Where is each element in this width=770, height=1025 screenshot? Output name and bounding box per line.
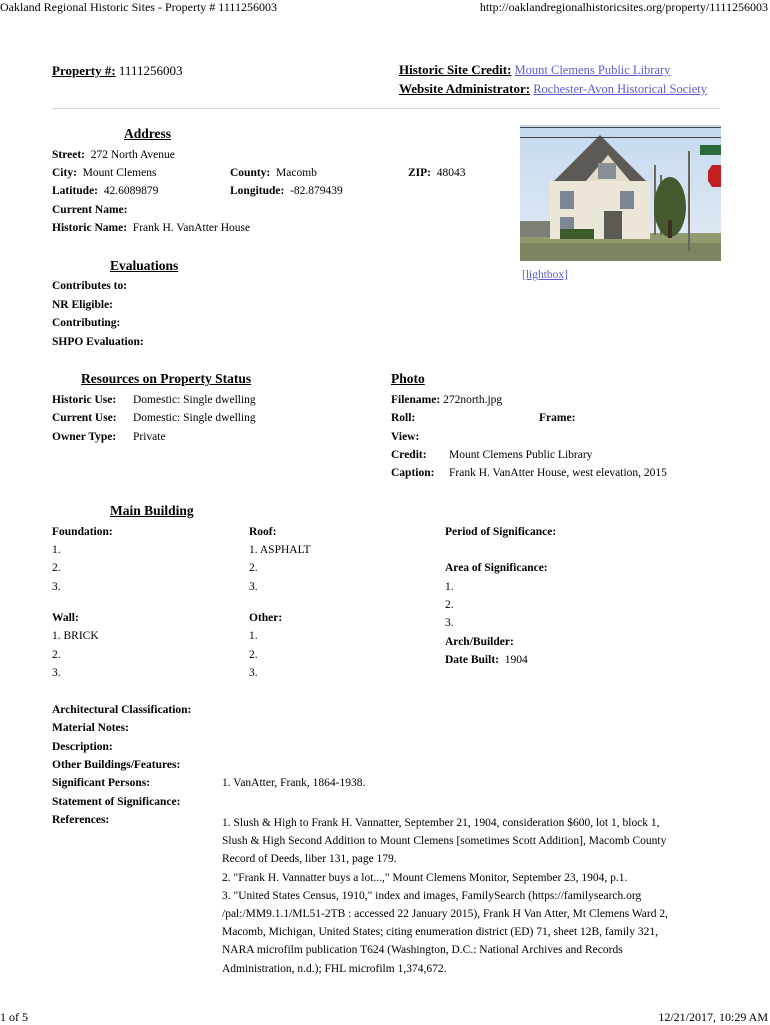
resources-heading: Resources on Property Status bbox=[81, 371, 252, 386]
longitude-value: -82.879439 bbox=[290, 185, 343, 197]
photo-credit-value: Mount Clemens Public Library bbox=[449, 449, 593, 461]
date-built-value: 1904 bbox=[504, 654, 528, 666]
contributes-to-label: Contributes to: bbox=[52, 280, 128, 292]
references-list bbox=[222, 814, 668, 978]
other-item: 3. bbox=[249, 667, 258, 679]
main-building-heading: Main Building bbox=[110, 503, 194, 518]
property-number bbox=[52, 63, 182, 79]
historic-use-value: Domestic: Single dwelling bbox=[133, 394, 256, 406]
zip-row bbox=[408, 167, 466, 179]
historic-name-row bbox=[52, 222, 250, 234]
architectural-classification-label: Architectural Classification: bbox=[52, 704, 192, 716]
caption-value: Frank H. VanAtter House, west elevation, 2015 bbox=[449, 467, 667, 479]
other-item: 2. bbox=[249, 649, 258, 661]
house-photo-illustration bbox=[520, 125, 721, 261]
date-built-row bbox=[445, 654, 528, 666]
current-use-value: Domestic: Single dwelling bbox=[133, 412, 256, 424]
owner-type-value: Private bbox=[133, 431, 166, 443]
filename-value: 272north.jpg bbox=[443, 394, 503, 406]
evaluations-heading: Evaluations bbox=[110, 258, 179, 273]
foundation-item: 1. bbox=[52, 544, 61, 556]
latitude-value: 42.6089879 bbox=[103, 185, 159, 197]
property-number-label: Property #: bbox=[52, 63, 116, 78]
area-item: 2. bbox=[445, 599, 454, 611]
print-page-title: Oakland Regional Historic Sites - Property # 1111256003 bbox=[0, 0, 277, 14]
wall-item: 1. BRICK bbox=[52, 630, 99, 642]
roll-label: Roll: bbox=[391, 412, 416, 424]
print-datetime: 12/21/2017, 10:29 AM bbox=[658, 1010, 768, 1024]
reference-line: Record of Deeds, liber 131, page 179. bbox=[222, 853, 397, 866]
credit-label: Historic Site Credit: bbox=[399, 62, 512, 77]
roof-label: Roof: bbox=[249, 526, 277, 538]
street-row bbox=[52, 149, 175, 161]
reference-line: 3. "United States Census, 1910," index and images, FamilySearch (https://familysearch.org bbox=[222, 889, 642, 902]
historic-site-credit bbox=[399, 62, 670, 78]
website-administrator bbox=[399, 81, 707, 97]
print-url: http://oaklandregionalhistoricsites.org/property/1111256003 bbox=[479, 0, 768, 14]
reference-line: 1. Slush & High to Frank H. Vannatter, September 21, 1904, consideration $600, lot 1, block 1, bbox=[222, 817, 660, 829]
frame-label: Frame: bbox=[539, 412, 576, 424]
print-page-count: 1 of 5 bbox=[0, 1010, 28, 1024]
wall-item: 2. bbox=[52, 649, 61, 661]
reference-line: 2. "Frank H. Vannatter buys a lot...," Mount Clemens Monitor, September 23, 1904, p.1. bbox=[222, 871, 628, 884]
credit-link[interactable]: Mount Clemens Public Library bbox=[514, 63, 671, 77]
caption-label: Caption: bbox=[391, 467, 435, 479]
foundation-item: 3. bbox=[52, 581, 61, 593]
wall-label: Wall: bbox=[52, 612, 79, 624]
material-notes-label: Material Notes: bbox=[52, 722, 129, 734]
wall-item: 3. bbox=[52, 667, 61, 679]
admin-label: Website Administrator: bbox=[399, 81, 531, 96]
owner-type-label: Owner Type: bbox=[52, 431, 117, 443]
significant-persons-label: Significant Persons: bbox=[52, 777, 151, 789]
filename-label: Filename: bbox=[391, 394, 441, 406]
contributing-label: Contributing: bbox=[52, 317, 121, 329]
arch-builder-label: Arch/Builder: bbox=[445, 636, 514, 648]
county-value: Macomb bbox=[276, 167, 317, 179]
reference-line: Macomb, Michigan, United States; citing enumeration district (ED) 71, sheet 12B, family 321, bbox=[222, 926, 658, 939]
header-divider bbox=[52, 108, 720, 109]
foundation-item: 2. bbox=[52, 562, 61, 574]
city-value: Mount Clemens bbox=[82, 167, 157, 179]
street-value: 272 North Avenue bbox=[90, 149, 175, 161]
street-label: Street: bbox=[52, 149, 85, 161]
filename-row bbox=[391, 394, 502, 406]
roof-item: 3. bbox=[249, 581, 258, 593]
shpo-evaluation-label: SHPO Evaluation: bbox=[52, 336, 144, 348]
historic-name-label: Historic Name: bbox=[52, 222, 128, 234]
property-number-value: 1111256003 bbox=[118, 63, 183, 78]
reference-line: Administration, n.d.); FHL microfilm 1,374,672. bbox=[222, 962, 447, 975]
description-label: Description: bbox=[52, 741, 113, 753]
roof-item: 1. ASPHALT bbox=[249, 544, 311, 556]
significant-persons-value: 1. VanAtter, Frank, 1864-1938. bbox=[222, 777, 366, 789]
current-use-label: Current Use: bbox=[52, 412, 117, 424]
photo-credit-label: Credit: bbox=[391, 449, 427, 461]
nr-eligible-label: NR Eligible: bbox=[52, 299, 114, 311]
county-label: County: bbox=[230, 167, 271, 179]
longitude-label: Longitude: bbox=[230, 185, 285, 197]
view-label: View: bbox=[391, 431, 420, 443]
reference-line: /pal:/MM9.1.1/ML51-2TB : accessed 22 January 2015), Frank H Van Atter, Mt Clemens Ward 2, bbox=[222, 908, 668, 921]
address-heading: Address bbox=[124, 126, 172, 141]
period-of-significance-label: Period of Significance: bbox=[445, 526, 557, 538]
other-item: 1. bbox=[249, 630, 258, 642]
current-name-label: Current Name: bbox=[52, 204, 128, 216]
lightbox-link[interactable]: [lightbox] bbox=[522, 269, 568, 281]
zip-label: ZIP: bbox=[408, 167, 431, 179]
roof-item: 2. bbox=[249, 562, 258, 574]
latitude-row bbox=[52, 185, 158, 197]
other-buildings-label: Other Buildings/Features: bbox=[52, 759, 181, 771]
latitude-label: Latitude: bbox=[52, 185, 98, 197]
county-row bbox=[230, 167, 317, 179]
city-row bbox=[52, 167, 156, 179]
property-photo[interactable] bbox=[520, 125, 721, 261]
other-label: Other: bbox=[249, 612, 283, 624]
historic-name-value: Frank H. VanAtter House bbox=[132, 222, 251, 234]
date-built-label: Date Built: bbox=[445, 654, 499, 666]
city-label: City: bbox=[52, 167, 77, 179]
reference-line: NARA microfilm publication T624 (Washington, D.C.: National Archives and Records bbox=[222, 944, 623, 957]
admin-link[interactable]: Rochester-Avon Historical Society bbox=[533, 82, 707, 96]
photo-heading: Photo bbox=[391, 371, 425, 386]
reference-line: Slush & High Second Addition to Mount Clemens [sometimes Scott Addition], Macomb County bbox=[222, 835, 667, 848]
foundation-label: Foundation: bbox=[52, 526, 113, 538]
references-label: References: bbox=[52, 814, 110, 826]
statement-of-significance-label: Statement of Significance: bbox=[52, 796, 181, 808]
area-item: 3. bbox=[445, 617, 454, 629]
longitude-row bbox=[230, 185, 343, 197]
area-item: 1. bbox=[445, 581, 454, 593]
area-of-significance-label: Area of Significance: bbox=[445, 562, 548, 574]
historic-use-label: Historic Use: bbox=[52, 394, 117, 406]
zip-value: 48043 bbox=[436, 167, 466, 179]
